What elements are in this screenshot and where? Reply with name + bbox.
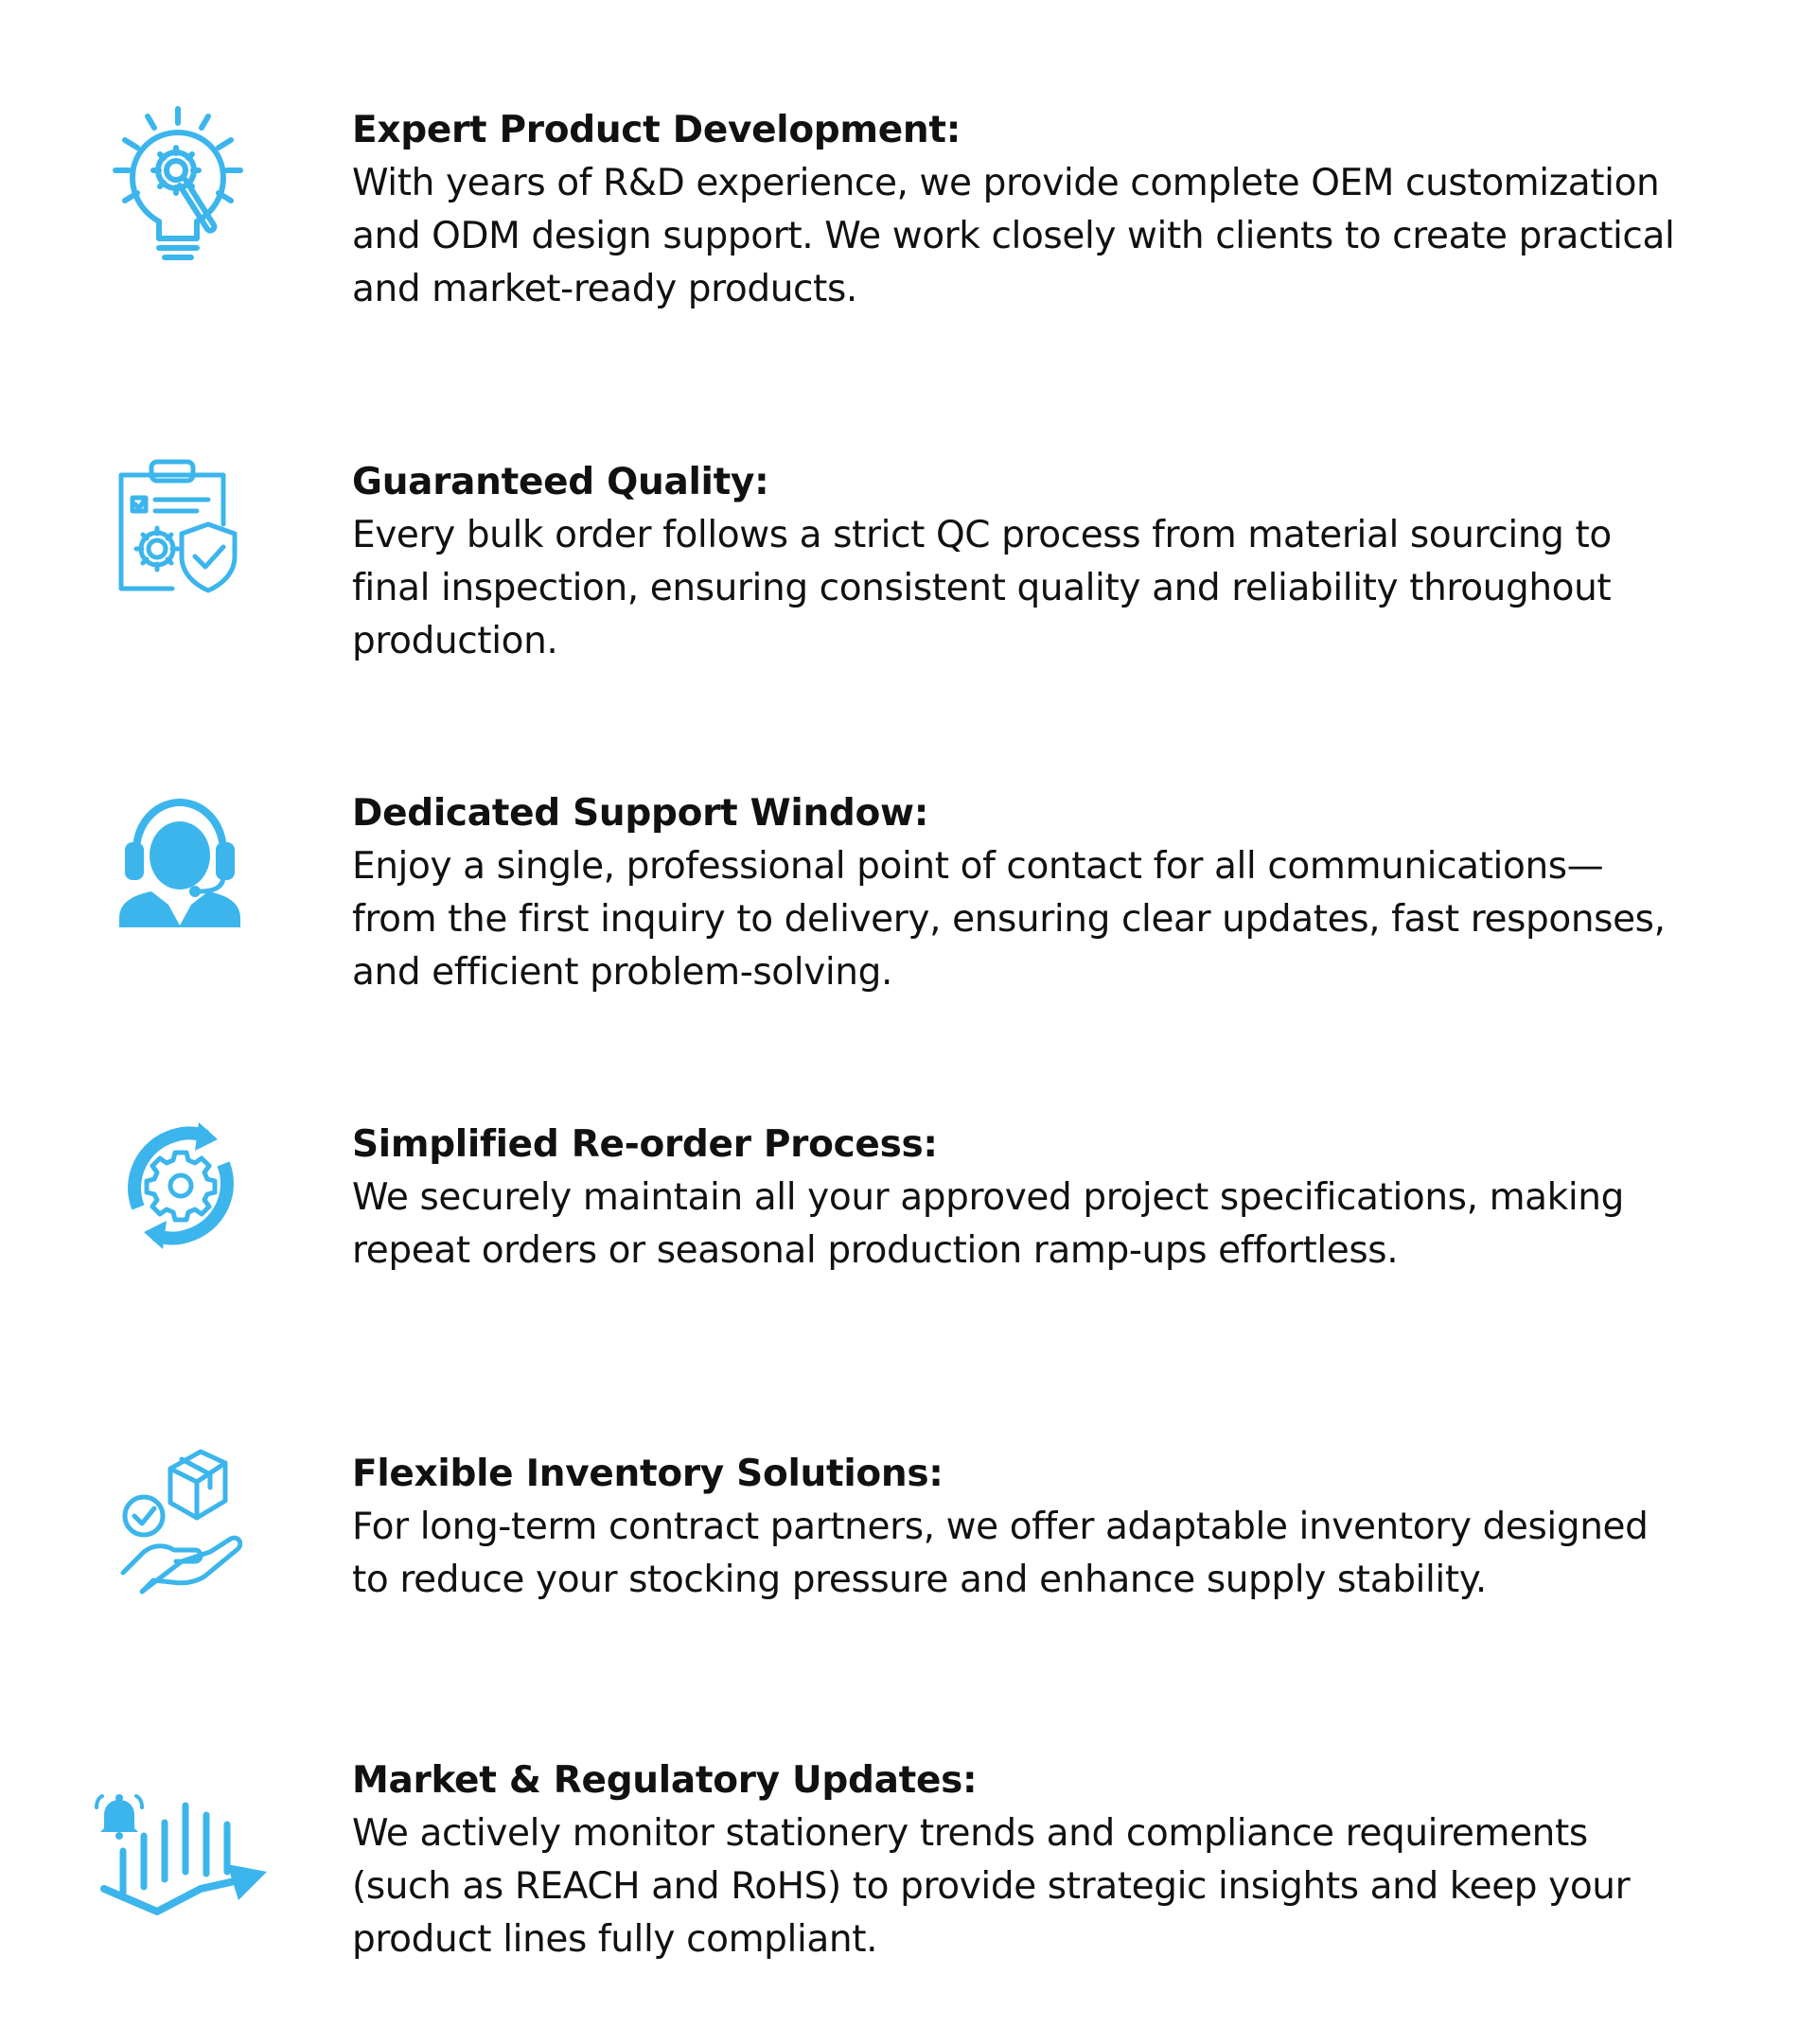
headset-support-icon bbox=[119, 793, 240, 927]
feature-description-line: With years of R&D experience, we provide complete OEM customization bbox=[352, 162, 1660, 204]
feature-description-line: Every bulk order follows a strict QC process from material sourcing to bbox=[352, 514, 1612, 556]
gear-refresh-icon bbox=[119, 1120, 242, 1251]
feature-description-line: We securely maintain all your approved project specifications, making bbox=[352, 1176, 1624, 1219]
feature-description-line: and efficient problem-solving. bbox=[352, 951, 892, 994]
feature-description-line: and market-ready products. bbox=[352, 268, 857, 310]
feature-title: Market & Regulatory Updates: bbox=[352, 1759, 978, 1802]
feature-description-line: Enjoy a single, professional point of contact for all communications— bbox=[352, 845, 1604, 888]
feature-title: Guaranteed Quality: bbox=[352, 461, 769, 503]
lightbulb-gear-icon bbox=[112, 104, 252, 265]
feature-description-line: and ODM design support. We work closely with clients to create practical bbox=[352, 215, 1675, 257]
feature-description-line: product lines fully compliant. bbox=[352, 1918, 878, 1961]
feature-title: Dedicated Support Window: bbox=[352, 792, 929, 835]
feature-description-line: For long-term contract partners, we offer adaptable inventory designed bbox=[352, 1506, 1649, 1548]
feature-description-line: final inspection, ensuring consistent quality and reliability throughout bbox=[352, 567, 1612, 609]
chart-bell-icon bbox=[95, 1794, 271, 1917]
feature-description-line: We actively monitor stationery trends and compliance requirements bbox=[352, 1812, 1588, 1855]
feature-description-line: repeat orders or seasonal production ramp-ups effortless. bbox=[352, 1229, 1399, 1272]
feature-description-line: from the first inquiry to delivery, ensuring clear updates, fast responses, bbox=[352, 898, 1666, 941]
feature-title: Expert Product Development: bbox=[352, 109, 961, 151]
feature-title: Simplified Re-order Process: bbox=[352, 1123, 938, 1166]
feature-description-line: production. bbox=[352, 620, 558, 662]
box-hand-icon bbox=[119, 1448, 242, 1599]
feature-description-line: (such as REACH and RoHS) to provide strategic insights and keep your bbox=[352, 1865, 1631, 1908]
feature-description-line: to reduce your stocking pressure and enhance supply stability. bbox=[352, 1559, 1487, 1601]
feature-title: Flexible Inventory Solutions: bbox=[352, 1453, 944, 1495]
clipboard-quality-icon bbox=[117, 456, 240, 596]
